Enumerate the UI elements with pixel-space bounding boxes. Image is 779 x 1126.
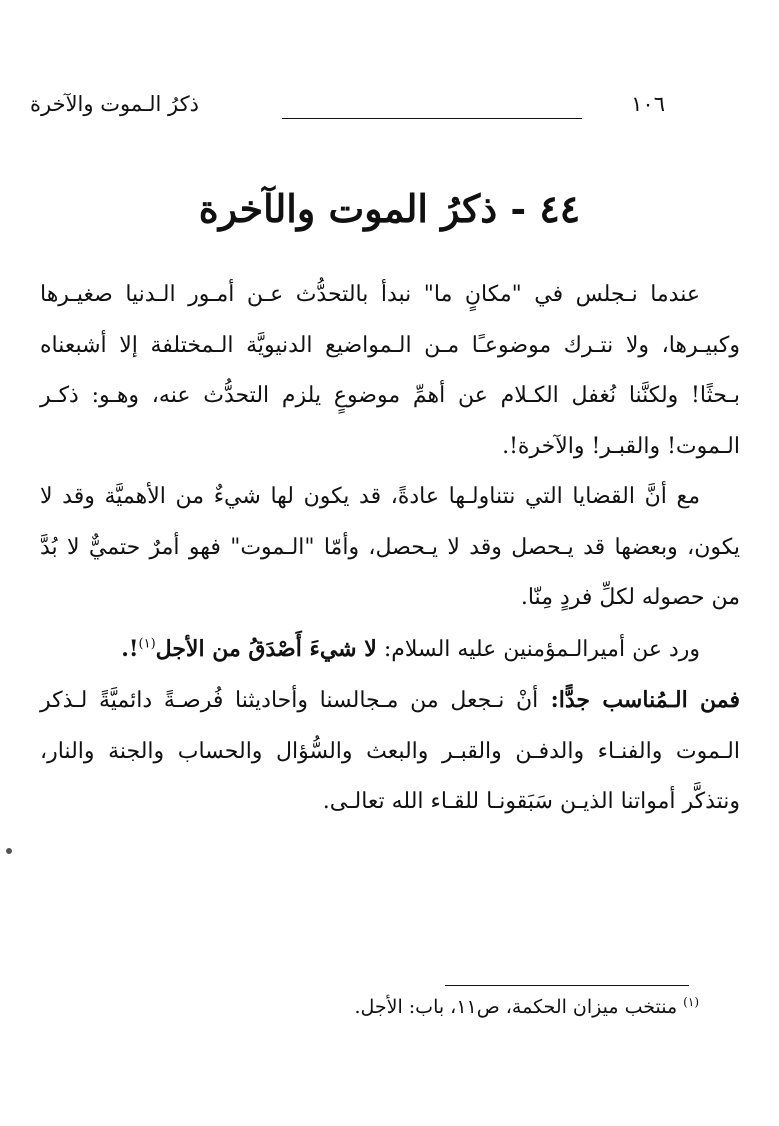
- paragraph-4: [40, 675, 740, 828]
- paragraph-3: [40, 624, 740, 676]
- quote-text: لا شيءَ أَصْدَقُ من الأجل: [155, 635, 377, 662]
- running-header: [30, 88, 675, 124]
- footnote-separator: [445, 985, 689, 986]
- paragraph-1: عندما نـجلس في "مكانٍ ما" نبدأ بالتحدُّث عـن أمـور الـدنيا صغيـرها وكبيـرها، ولا نتـرك موضوعـًا مـن الـمواضيع الدنيويَّة الـمختلفة إلا أشبعناه بـحثًا! ولكنَّنا نُغفل الكـلام عن أهمِّ موضوعٍ يلزم التحدُّث عنه، وهـو: ذكـر الـموت! والقبـر! والآخرة!.: [40, 282, 740, 459]
- paragraph-2: مع أنَّ القضايا التي نتناولـها عادةً، قد يكون لها شيءٌ من الأهميَّة وقد لا يكون، وبعضها قد يـحصل وقد لا يـحصل، وأمّا "الـموت" فهو أمرٌ حتميٌّ لا بُدَّ من حصوله لكلِّ فردٍ مِنّا.: [40, 484, 740, 610]
- paragraph-4-lead: فمن الـمُناسب جدًّا:: [538, 687, 741, 713]
- body-text: [40, 270, 740, 828]
- quote-end: !.: [121, 635, 139, 662]
- page-number: ١٠٦: [631, 92, 665, 116]
- margin-dot: [6, 848, 12, 854]
- header-rule: [282, 118, 582, 119]
- running-title: ذكرُ الـموت والآخرة: [30, 92, 199, 116]
- footnote-reference: (١): [138, 636, 156, 652]
- footnote-marker: (١): [683, 994, 699, 1009]
- paragraph-4-body: أنْ نـجعل من مـجالسنا وأحاديثنا فُرصـةً دائميَّةً لـذكر الـموت والفنـاء والدفـن والقبـر والبعث والسُّؤال والحساب والجنة والنار، ونتذكَّر أمواتنا الذيـن سَبَقونـا للقـاء الله تعالـى.: [40, 688, 740, 814]
- footnote: [354, 996, 699, 1018]
- paragraph-3-intro: ورد عن أميرالـمؤمنين عليه السلام:: [376, 636, 700, 662]
- chapter-title: ٤٤ - ذكرُ الموت والآخرة: [198, 186, 581, 231]
- footnote-text: منتخب ميزان الحكمة، ص١١، باب: الأجل.: [354, 996, 678, 1018]
